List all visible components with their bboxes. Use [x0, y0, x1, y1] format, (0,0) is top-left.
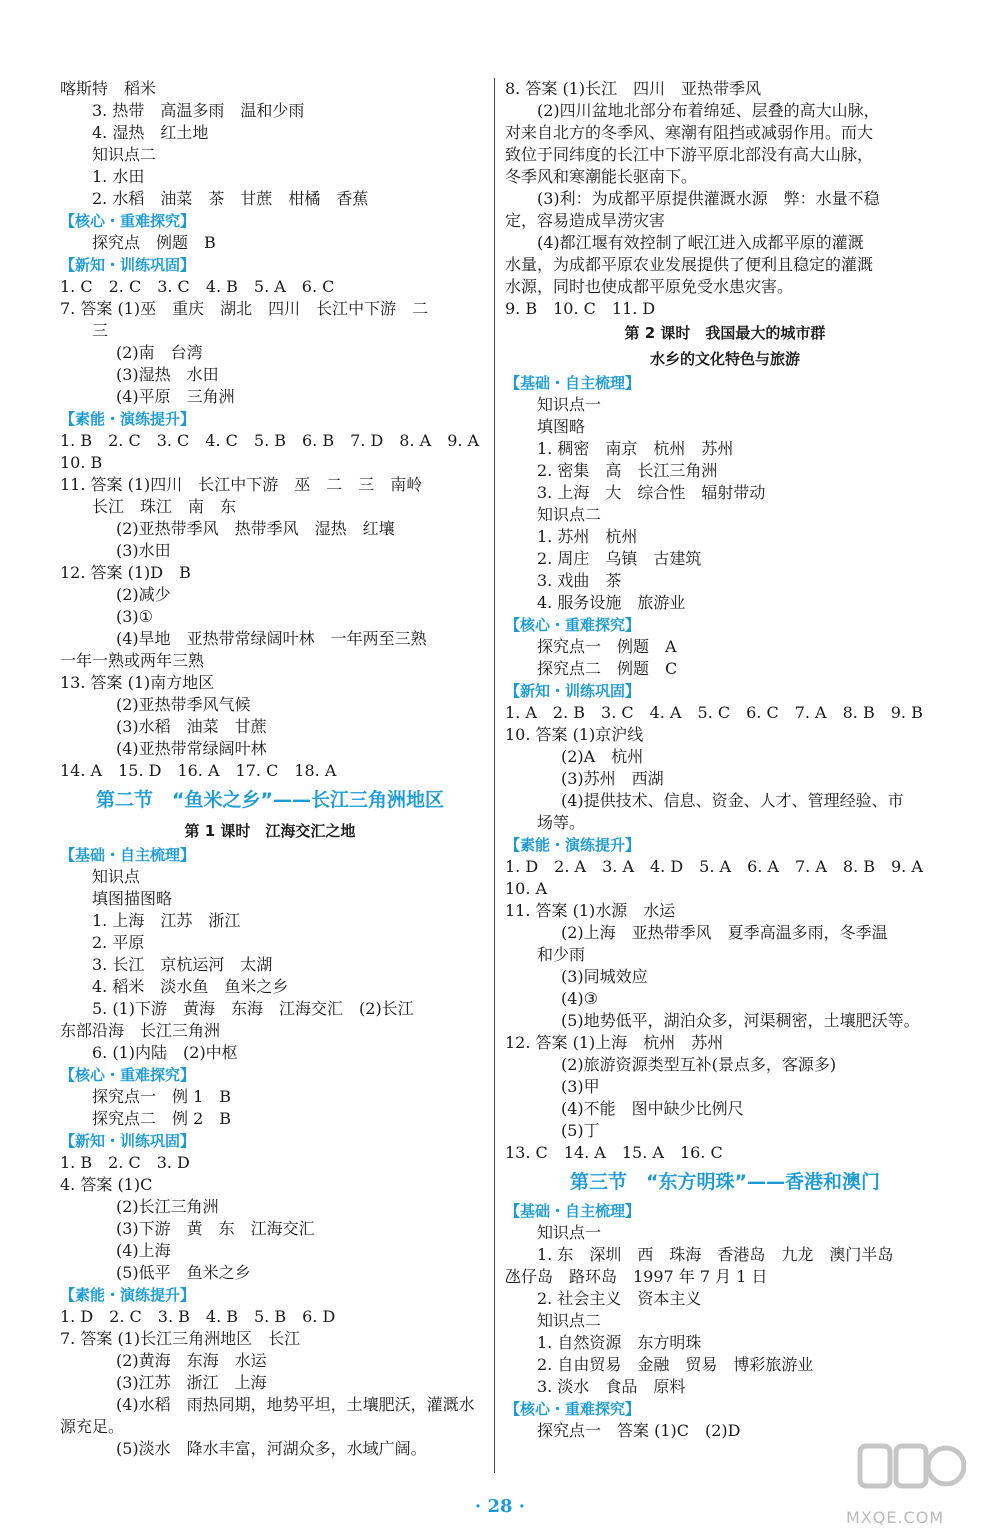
left-line: 知识点二 [92, 145, 157, 164]
left-line: 东部沿海 长江三角洲 [60, 1021, 221, 1040]
left-line: 探究点 例题 B [92, 233, 216, 252]
right-line: 8. 答案 (1)长江 四川 亚热带季风 [505, 79, 762, 98]
left-line: (3)湿热 水田 [116, 365, 219, 384]
right-line: 冬季风和寒潮能长驱南下。 [505, 167, 698, 186]
left-line: (2)减少 [116, 585, 171, 604]
left-line: 1. B 2. C 3. C 4. C 5. B 6. B 7. D 8. A 9. A [60, 431, 480, 450]
left-line: 知识点 [92, 867, 141, 886]
left-line: 5. (1)下游 黄海 东海 江海交汇 (2)长江 [92, 999, 414, 1018]
right-line: (2)旅游资源类型互补(景点多，客源多) [561, 1055, 837, 1074]
left-line: 2. 平原 [92, 933, 145, 952]
section-header: 【新知・训练巩固】 [505, 682, 641, 700]
left-line: (3)江苏 浙江 上海 [116, 1373, 267, 1392]
right-line: (3)甲 [561, 1077, 600, 1096]
right-line: (4)提供技术、信息、资金、人才、管理经验、市 [561, 791, 904, 810]
section-header: 【基础・自主梳理】 [60, 846, 196, 864]
left-line: (2)南 台湾 [116, 343, 203, 362]
left-line: 13. 答案 (1)南方地区 [60, 673, 215, 692]
right-line: 和少雨 [537, 945, 586, 964]
left-line: 填图描图略 [92, 889, 173, 908]
section-header: 【基础・自主梳理】 [505, 374, 641, 392]
left-line: (3)水田 [116, 541, 171, 560]
right-line: 水源，同时也使成都平原免受水患灾害。 [505, 277, 794, 296]
right-line: 2. 周庄 乌镇 古建筑 [537, 549, 702, 568]
left-line: 6. (1)内陆 (2)中枢 [92, 1043, 238, 1062]
right-line: 3. 戏曲 茶 [537, 571, 622, 590]
left-line: 4. 答案 (1)C [60, 1175, 153, 1194]
left-line: (2)亚热带季风气候 [116, 695, 251, 714]
right-line: 1. A 2. B 3. C 4. A 5. C 6. C 7. A 8. B 9. B [505, 703, 923, 722]
right-line: 3. 上海 大 综合性 辐射带动 [537, 483, 766, 502]
right-line: 场等。 [537, 813, 586, 832]
right-line: (3)同城效应 [561, 967, 648, 986]
lesson-title: 第 1 课时 江海交汇之地 [184, 822, 356, 840]
right-line: 探究点二 例题 C [537, 659, 678, 678]
right-line: 12. 答案 (1)上海 杭州 苏州 [505, 1033, 724, 1052]
left-line: (4)平原 三角洲 [116, 387, 235, 406]
right-line: 1. 苏州 杭州 [537, 527, 638, 546]
right-line: 填图略 [537, 417, 586, 436]
left-line: 1. D 2. C 3. B 4. B 5. B 6. D [60, 1307, 336, 1326]
chapter-title: 第三节 “东方明珠”——香港和澳门 [570, 1171, 880, 1193]
right-line: 1. 自然资源 东方明珠 [537, 1333, 702, 1352]
section-header: 【核心・重难探究】 [60, 1066, 196, 1084]
right-line: 知识点一 [537, 395, 602, 414]
right-line: 致位于同纬度的长江中下游平原北部没有高大山脉， [505, 145, 874, 164]
left-line: (3)水稻 油菜 甘蔗 [116, 717, 267, 736]
watermark-logo-icon [856, 1432, 966, 1510]
column-divider [494, 78, 495, 1473]
right-line: (5)丁 [561, 1121, 600, 1140]
right-line: (5)地势低平，湖泊众多，河渠稠密，土壤肥沃等。 [561, 1011, 920, 1030]
right-line: 知识点二 [537, 505, 602, 524]
right-line: 探究点一 答案 (1)C (2)D [537, 1421, 741, 1440]
right-line: 13. C 14. A 15. A 16. C [505, 1143, 723, 1162]
left-line: 三 [92, 321, 109, 340]
left-line: 3. 热带 高温多雨 温和少雨 [92, 101, 305, 120]
right-line: 对来自北方的冬季风、寒潮有阻挡或减弱作用。而大 [505, 123, 874, 142]
section-header: 【素能・演练提升】 [60, 1286, 196, 1304]
left-line: 4. 湿热 红土地 [92, 123, 209, 142]
right-line: (4)③ [561, 989, 599, 1008]
left-line: (2)长江三角洲 [116, 1197, 219, 1216]
right-line: 9. B 10. C 11. D [505, 299, 656, 318]
left-line: 探究点二 例 2 B [92, 1109, 232, 1128]
left-line: (4)亚热带常绿阔叶林 [116, 739, 267, 758]
right-line: 氹仔岛 路环岛 1997 年 7 月 1 日 [505, 1267, 768, 1286]
left-line: 一年一熟或两年三熟 [60, 651, 205, 670]
right-line: (4)不能 图中缺少比例尺 [561, 1099, 744, 1118]
right-line: (3)苏州 西湖 [561, 769, 664, 788]
left-line: 14. A 15. D 16. A 17. C 18. A [60, 761, 337, 780]
left-line: 10. B [60, 453, 103, 472]
left-line: 7. 答案 (1)巫 重庆 湖北 四川 长江中下游 二 [60, 299, 429, 318]
left-line: 1. 水田 [92, 167, 145, 186]
right-line: 2. 社会主义 资本主义 [537, 1289, 702, 1308]
left-line: 12. 答案 (1)D B [60, 563, 191, 582]
right-line: 10. 答案 (1)京沪线 [505, 725, 644, 744]
right-line: 2. 密集 高 长江三角洲 [537, 461, 718, 480]
right-line: 1. D 2. A 3. A 4. D 5. A 6. A 7. A 8. B 9. A [505, 857, 923, 876]
right-line: 1. 稠密 南京 杭州 苏州 [537, 439, 734, 458]
left-column [60, 78, 480, 1460]
left-line: (4)上海 [116, 1241, 171, 1260]
right-line: 11. 答案 (1)水源 水运 [505, 901, 676, 920]
right-line: 知识点一 [537, 1223, 602, 1242]
section-header: 【核心・重难探究】 [505, 1400, 641, 1418]
left-line: (3)下游 黄 东 江海交汇 [116, 1219, 315, 1238]
left-line: 11. 答案 (1)四川 长江中下游 巫 二 三 南岭 [60, 475, 423, 494]
right-line: 知识点二 [537, 1311, 602, 1330]
section-header: 【素能・演练提升】 [505, 836, 641, 854]
left-line: 1. B 2. C 3. D [60, 1153, 190, 1172]
right-line: (3)利：为成都平原提供灌溉水源 弊：水量不稳 [537, 189, 880, 208]
left-line: 长江 珠江 南 东 [92, 497, 237, 516]
left-line: (4)水稻 雨热同期，地势平坦，土壤肥沃，灌溉水 [116, 1395, 475, 1414]
right-line: 4. 服务设施 旅游业 [537, 593, 686, 612]
right-line: (4)都江堰有效控制了岷江进入成都平原的灌溉 [537, 233, 864, 252]
left-line: 1. 上海 江苏 浙江 [92, 911, 241, 930]
right-line: 探究点一 例题 A [537, 637, 677, 656]
right-line: 水量，为成都平原农业发展提供了便利且稳定的灌溉 [505, 255, 874, 274]
right-line: 2. 自由贸易 金融 贸易 博彩旅游业 [537, 1355, 814, 1374]
section-header: 【新知・训练巩固】 [60, 1132, 196, 1150]
left-line: 7. 答案 (1)长江三角洲地区 长江 [60, 1329, 301, 1348]
lesson-title: 第 2 课时 我国最大的城市群 [624, 324, 826, 342]
left-line: 源充足。 [60, 1417, 125, 1436]
page-number: · 28 · [474, 1496, 526, 1517]
right-line: 1. 东 深圳 西 珠海 香港岛 九龙 澳门半岛 [537, 1245, 894, 1264]
right-line: 3. 淡水 食品 原料 [537, 1377, 686, 1396]
section-header: 【核心・重难探究】 [60, 212, 196, 230]
section-header: 【素能・演练提升】 [60, 410, 196, 428]
section-header: 【新知・训练巩固】 [60, 256, 196, 274]
section-header: 【基础・自主梳理】 [505, 1202, 641, 1220]
left-line: (5)低平 鱼米之乡 [116, 1263, 251, 1282]
left-line: 3. 长江 京杭运河 太湖 [92, 955, 273, 974]
chapter-title: 第二节 “鱼米之乡”——长江三角洲地区 [96, 789, 444, 811]
right-line: (2)上海 亚热带季风 夏季高温多雨，冬季温 [561, 923, 888, 942]
left-line: 喀斯特 稻米 [60, 79, 157, 98]
left-line: (2)亚热带季风 热带季风 湿热 红壤 [116, 519, 395, 538]
right-line: (2)四川盆地北部分布着绵延、层叠的高大山脉， [537, 101, 880, 120]
left-line: (5)淡水 降水丰富，河湖众多，水域广阔。 [116, 1439, 427, 1458]
right-column [505, 78, 945, 1442]
left-line: 4. 稻米 淡水鱼 鱼米之乡 [92, 977, 289, 996]
left-line: 2. 水稻 油菜 茶 甘蔗 柑橘 香蕉 [92, 189, 369, 208]
right-line: 10. A [505, 879, 548, 898]
section-header: 【核心・重难探究】 [505, 616, 641, 634]
left-line: 探究点一 例 1 B [92, 1087, 232, 1106]
left-line: 1. C 2. C 3. C 4. B 5. A 6. C [60, 277, 335, 296]
watermark-text: MXQE.COM [846, 1508, 945, 1527]
right-line: 定，容易造成旱涝灾害 [505, 211, 666, 230]
left-line: (4)旱地 亚热带常绿阔叶林 一年两至三熟 [116, 629, 427, 648]
left-line: (3)① [116, 607, 154, 626]
left-line: (2)黄海 东海 水运 [116, 1351, 267, 1370]
right-line: (2)A 杭州 [561, 747, 644, 766]
lesson-title: 水乡的文化特色与旅游 [649, 350, 800, 368]
